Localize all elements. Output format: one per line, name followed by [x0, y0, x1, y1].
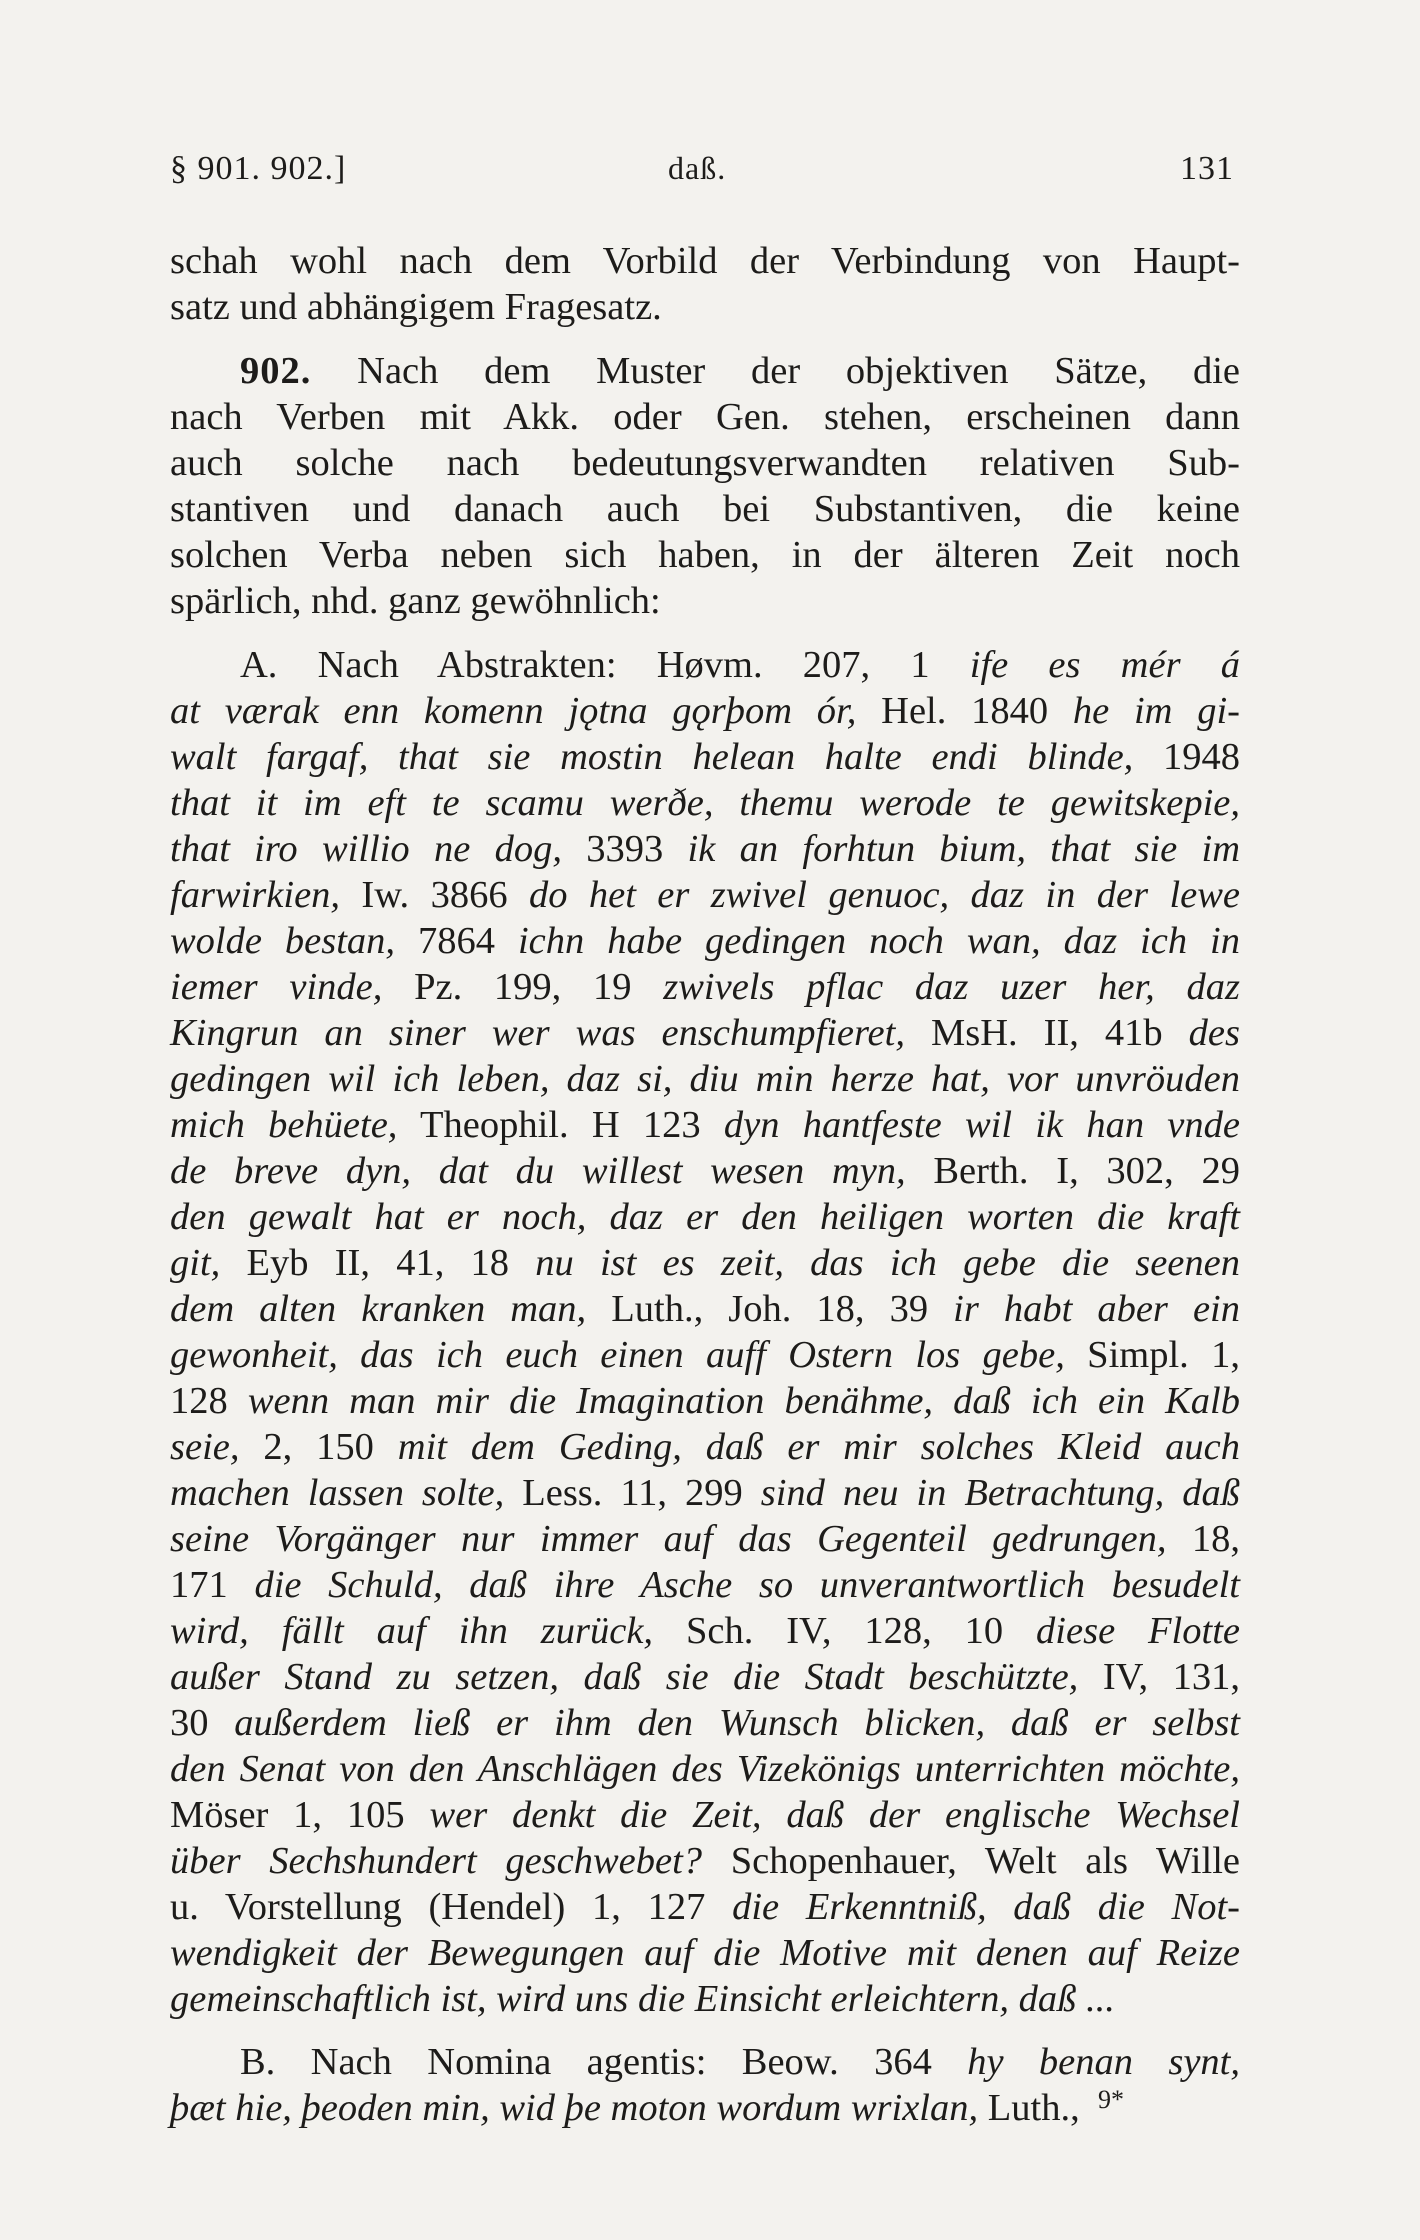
text-line — [170, 1790, 1240, 1840]
text-run: Theophil. H 123 — [397, 1104, 724, 1146]
text-run: IV, 131, — [1078, 1656, 1240, 1698]
text-line — [170, 484, 1240, 534]
text-run: Sch. IV, 128, 10 — [653, 1610, 1037, 1652]
text-run: Luth., Joh. 18, 39 — [586, 1288, 954, 1330]
text-line — [170, 438, 1240, 488]
text-run: Schopenhauer, Welt als Wille — [702, 1840, 1240, 1882]
text-line — [170, 1606, 1240, 1656]
italic-quotation: die Schuld, daß ihre Asche so unverantwortlich besudelt — [254, 1564, 1240, 1606]
text-line — [170, 1928, 1240, 1978]
text-run: 7864 — [395, 920, 518, 962]
text-run: MsH. II, 41b — [904, 1012, 1189, 1054]
italic-quotation: walt fargaf, that sie mostin helean halte endi blinde, — [170, 736, 1134, 778]
text-run: Möser 1, 105 — [170, 1794, 430, 1836]
text-run: Hel. 1840 — [856, 690, 1073, 732]
text-run: Nach dem Muster der objektiven Sätze, die — [311, 350, 1240, 392]
italic-quotation: git, — [170, 1242, 221, 1284]
running-head-keyword: daß. — [668, 150, 727, 186]
text-run: 1948 — [1133, 736, 1241, 778]
text-line — [170, 1376, 1240, 1426]
text-line — [170, 1882, 1240, 1932]
italic-quotation: seie, — [170, 1426, 240, 1468]
italic-quotation: gemeinschaftlich ist, wird uns die Einsicht erleichtern, daß ... — [170, 1978, 1115, 2020]
text-line — [170, 1836, 1240, 1886]
text-line — [170, 576, 1240, 626]
text-line — [170, 1330, 1240, 1380]
italic-quotation: Kingrun an siner wer was enschumpfieret, — [170, 1012, 905, 1054]
text-run: spärlich, nhd. ganz gewöhnlich: — [170, 580, 661, 622]
italic-quotation: wendigkeit der Bewegungen auf die Motive mit denen auf Reize — [170, 1932, 1240, 1974]
text-run: solchen Verba neben sich haben, in der älteren Zeit noch — [170, 534, 1240, 576]
text-line — [170, 1468, 1240, 1518]
italic-quotation: außer Stand zu setzen, daß sie die Stadt beschützte, — [170, 1656, 1079, 1698]
text-run: A. Nach Abstrakten: Høvm. 207, 1 — [240, 644, 970, 686]
text-line — [170, 1974, 1240, 2024]
text-line — [170, 1698, 1240, 1748]
italic-quotation: diese Flotte — [1036, 1610, 1240, 1652]
text-line — [170, 392, 1240, 442]
italic-quotation: de breve dyn, dat du willest wesen myn, — [170, 1150, 906, 1192]
text-run: 2, 150 — [239, 1426, 398, 1468]
italic-quotation: dem alten kranken man, — [170, 1288, 587, 1330]
italic-quotation: wenn man mir die Imagination benähme, daß ich ein Kalb — [247, 1380, 1241, 1422]
text-run: B. Nach Nomina agentis: Beow. 364 — [240, 2041, 968, 2083]
text-line — [170, 824, 1240, 874]
italic-quotation: that it im eft te scamu werðe, themu werode te gewitskepie, — [170, 782, 1240, 824]
text-line — [170, 962, 1240, 1012]
text-line — [170, 2083, 1240, 2133]
italic-quotation: über Sechshundert geschwebet? — [170, 1840, 703, 1882]
text-run: Pz. 199, 19 — [382, 966, 664, 1008]
text-run: Simpl. 1, — [1064, 1334, 1240, 1376]
italic-quotation: wird, fällt auf ihn zurück, — [170, 1610, 654, 1652]
italic-quotation: dyn hantfeste wil ik han vnde — [723, 1104, 1240, 1146]
text-line — [170, 282, 1240, 332]
text-run: Iw. 3866 — [340, 874, 529, 916]
italic-quotation: ife es mér á — [969, 644, 1240, 686]
italic-quotation: den Senat von den Anschlägen des Vizekönigs unterrichten möchte, — [170, 1748, 1240, 1790]
text-run: Less. 11, 299 — [504, 1472, 761, 1514]
text-line — [170, 732, 1240, 782]
text-line — [170, 870, 1240, 920]
text-line — [170, 1514, 1240, 1564]
italic-quotation: ir habt aber ein — [953, 1288, 1240, 1330]
text-line — [240, 2037, 1240, 2087]
text-run: schah wohl nach dem Vorbild der Verbindung von Haupt- — [170, 240, 1240, 282]
text-line — [170, 236, 1240, 286]
text-run: 171 — [170, 1564, 255, 1606]
italic-quotation: he im gi- — [1072, 690, 1241, 732]
text-run: 128 — [170, 1380, 248, 1422]
italic-quotation: wolde bestan, — [170, 920, 396, 962]
italic-quotation: gewonheit, das ich euch einen auff Ostern los gebe, — [170, 1334, 1065, 1376]
italic-quotation: at værak enn komenn jǫtna gǫrþom ór, — [170, 690, 857, 732]
text-line — [170, 530, 1240, 580]
text-line — [170, 686, 1240, 736]
italic-quotation: zwivels pflac daz uzer her, daz — [663, 966, 1240, 1008]
italic-quotation: wer denkt die Zeit, daß der englische Wechsel — [429, 1794, 1240, 1836]
section-reference: § 901. 902.] — [170, 150, 347, 187]
text-line — [170, 1192, 1240, 1242]
italic-quotation: farwirkien, — [170, 874, 341, 916]
italic-quotation: seine Vorgänger nur immer auf das Gegenteil gedrungen, — [170, 1518, 1167, 1560]
text-line — [170, 1284, 1240, 1334]
italic-quotation: þæt hie, þeoden min, wid þe moton wordum wrixlan, — [170, 2087, 979, 2129]
page-number: 131 — [1180, 150, 1234, 187]
italic-quotation: sind neu in Betrachtung, daß — [760, 1472, 1240, 1514]
text-line — [170, 1422, 1240, 1472]
italic-quotation: ik an forhtun bium, that sie im — [687, 828, 1241, 870]
text-line — [170, 1560, 1240, 1610]
text-run: 3393 — [561, 828, 688, 870]
italic-quotation: außerdem ließ er ihm den Wunsch blicken, daß er selbst — [234, 1702, 1240, 1744]
text-run: Eyb II, 41, 18 — [220, 1242, 536, 1284]
italic-quotation: des — [1188, 1012, 1240, 1054]
text-run: Berth. I, 302, 29 — [905, 1150, 1240, 1192]
text-run: Luth., — [978, 2087, 1080, 2129]
italic-quotation: mit dem Geding, daß er mir solches Kleid auch — [397, 1426, 1241, 1468]
italic-quotation: that iro willio ne dog, — [170, 828, 562, 870]
section-number: 902. — [240, 350, 312, 392]
italic-quotation: mich behüete, — [170, 1104, 398, 1146]
italic-quotation: den gewalt hat er noch, daz er den heiligen worten die kraft — [170, 1196, 1240, 1238]
italic-quotation: gedingen wil ich leben, daz si, diu min herze hat, vor unvröuden — [170, 1058, 1240, 1100]
text-line — [240, 346, 1240, 396]
text-line — [170, 1100, 1240, 1150]
italic-quotation: iemer vinde, — [170, 966, 383, 1008]
text-line — [170, 778, 1240, 828]
text-line — [170, 1008, 1240, 1058]
italic-quotation: machen lassen solte, — [170, 1472, 505, 1514]
text-line — [170, 1054, 1240, 1104]
text-run: satz und abhängigem Fragesatz. — [170, 286, 662, 328]
italic-quotation: die Erkenntniß, daß die Not- — [732, 1886, 1240, 1928]
text-run: 30 — [170, 1702, 235, 1744]
text-line — [170, 1238, 1240, 1288]
text-run: nach Verben mit Akk. oder Gen. stehen, erscheinen dann — [170, 396, 1240, 438]
text-run: 18, — [1166, 1518, 1241, 1560]
italic-quotation: hy benan synt, — [967, 2041, 1240, 2083]
text-line — [170, 1146, 1240, 1196]
text-line — [170, 1744, 1240, 1794]
text-line — [240, 640, 1240, 690]
italic-quotation: ichn habe gedingen noch wan, daz ich in — [517, 920, 1240, 962]
text-run: u. Vorstellung (Hendel) 1, 127 — [170, 1886, 733, 1928]
printer-signature-mark: 9* — [1098, 2085, 1124, 2114]
text-line — [170, 916, 1240, 966]
text-run: stantiven und danach auch bei Substantiven, die keine — [170, 488, 1240, 530]
text-line — [170, 1652, 1240, 1702]
italic-quotation: nu ist es zeit, das ich gebe die seenen — [535, 1242, 1240, 1284]
text-run: auch solche nach bedeutungsverwandten relativen Sub- — [170, 442, 1240, 484]
italic-quotation: do het er zwivel genuoc, daz in der lewe — [528, 874, 1240, 916]
